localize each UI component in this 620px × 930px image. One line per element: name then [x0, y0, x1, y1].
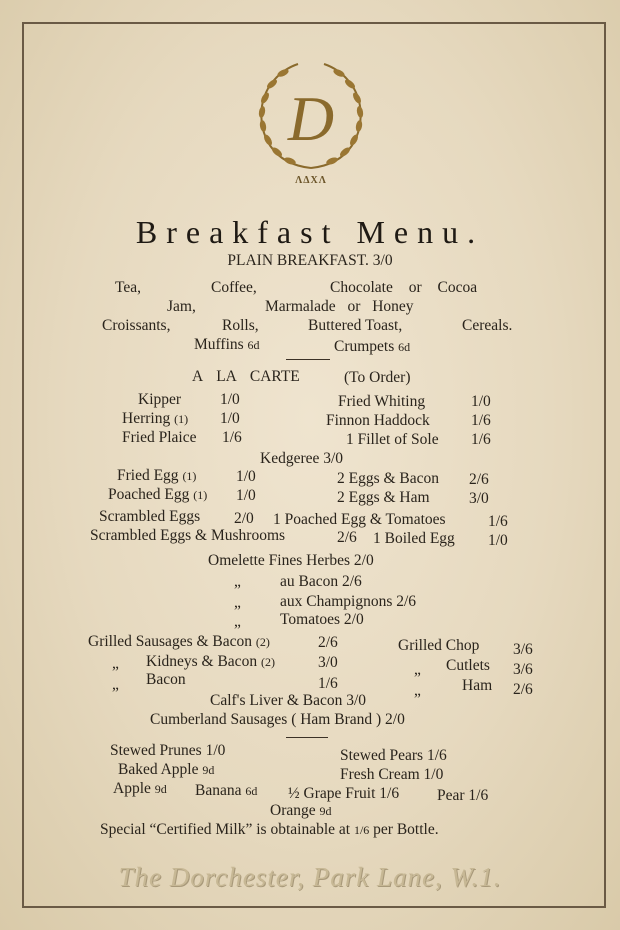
item-chocolate-cocoa: Chocolate or Cocoa [330, 279, 478, 296]
price-herring: 1/0 [220, 410, 240, 427]
price-fried-plaice: 1/6 [222, 429, 242, 446]
item-fried-egg: Fried Egg (1) [117, 467, 197, 484]
footer-address: The Dorchester, Park Lane, W.1. [118, 862, 502, 892]
item-fresh-cream: Fresh Cream 1/0 [340, 766, 444, 783]
item-scrambled-eggs: Scrambled Eggs [99, 508, 201, 525]
item-muffins: Muffins 6d [194, 336, 260, 353]
item-omelette-tomatoes: Tomatoes 2/0 [280, 611, 364, 628]
item-fillet-of-sole: 1 Fillet of Sole [346, 431, 439, 448]
ditto-mark: „ [234, 573, 241, 590]
item-pear: Pear 1/6 [437, 787, 489, 804]
item-scrambled-eggs-mushrooms: Scrambled Eggs & Mushrooms [90, 527, 286, 544]
price-eggs-bacon: 2/6 [469, 471, 489, 488]
menu-title: Breakfast Menu. [135, 214, 485, 250]
price-scrambled-eggs: 2/0 [234, 510, 254, 527]
item-cereals: Cereals. [462, 317, 513, 334]
item-finnon-haddock: Finnon Haddock [326, 412, 430, 429]
ditto-mark: „ [414, 661, 421, 678]
price-kipper: 1/0 [220, 391, 240, 408]
item-grilled-sausages-bacon: Grilled Sausages & Bacon (2) [88, 633, 270, 650]
item-baked-apple: Baked Apple 9d [118, 761, 215, 778]
emblem-letter: D [287, 83, 335, 154]
item-bacon: Bacon [146, 671, 186, 688]
item-marmalade-honey: Marmalade or Honey [265, 298, 414, 315]
ditto-mark: „ [112, 676, 119, 693]
price-grilled-sausages-bacon: 2/6 [318, 634, 338, 651]
item-boiled-egg: 1 Boiled Egg [373, 530, 455, 547]
price-finnon-haddock: 1/6 [471, 412, 491, 429]
ditto-mark: „ [234, 594, 241, 611]
price-bacon: 1/6 [318, 675, 338, 692]
item-omelette-au-bacon: au Bacon 2/6 [280, 573, 362, 590]
item-omelette-champignons: aux Champignons 2/6 [280, 593, 417, 610]
item-cutlets: Cutlets [446, 657, 490, 674]
price-fillet-of-sole: 1/6 [471, 431, 491, 448]
item-eggs-bacon: 2 Eggs & Bacon [337, 470, 440, 487]
item-banana: Banana 6d [195, 782, 258, 799]
certified-milk-note: Special “Certified Milk” is obtainable at 1/6 per Bottle. [100, 821, 439, 838]
price-boiled-egg: 1/0 [488, 532, 508, 549]
a-la-carte-heading: A LA CARTE [192, 368, 300, 385]
item-grilled-chop: Grilled Chop [398, 637, 480, 654]
item-cumberland-sausages: Cumberland Sausages ( Ham Brand ) 2/0 [150, 711, 405, 728]
item-apple: Apple 9d [113, 780, 167, 797]
divider [286, 737, 328, 738]
ditto-mark: „ [414, 682, 421, 699]
item-croissants: Croissants, [102, 317, 171, 334]
divider [286, 359, 330, 360]
dorchester-emblem [252, 56, 370, 186]
price-fried-egg: 1/0 [236, 468, 256, 485]
item-eggs-ham: 2 Eggs & Ham [337, 489, 430, 506]
item-tea: Tea, [115, 279, 142, 296]
price-kidneys-bacon: 3/0 [318, 654, 338, 671]
plain-breakfast-heading: PLAIN BREAKFAST. 3/0 [227, 252, 393, 269]
price-poached-egg: 1/0 [236, 487, 256, 504]
price-grilled-chop: 3/6 [513, 641, 533, 658]
item-herring: Herring (1) [122, 410, 189, 427]
ditto-mark: „ [234, 613, 241, 630]
item-omelette-fines-herbes: Omelette Fines Herbes 2/0 [208, 552, 374, 569]
price-ham: 2/6 [513, 681, 533, 698]
price-cutlets: 3/6 [513, 661, 533, 678]
item-fried-plaice: Fried Plaice [122, 429, 197, 446]
item-rolls: Rolls, [222, 317, 259, 334]
item-ham: Ham [462, 677, 493, 694]
emblem-crest-text: ΛΔΧΛ [295, 175, 327, 186]
price-scrambled-eggs-mushrooms: 2/6 [337, 529, 357, 546]
item-stewed-prunes: Stewed Prunes 1/0 [110, 742, 226, 759]
item-jam: Jam, [167, 298, 196, 315]
ditto-mark: „ [112, 655, 119, 672]
item-grape-fruit: ½ Grape Fruit 1/6 [288, 785, 400, 802]
item-calfs-liver-bacon: Calf's Liver & Bacon 3/0 [210, 692, 367, 709]
item-crumpets: Crumpets 6d [334, 338, 411, 355]
item-poached-egg: Poached Egg (1) [108, 486, 208, 503]
price-eggs-ham: 3/0 [469, 490, 489, 507]
item-orange: Orange 9d [270, 802, 332, 819]
item-poached-egg-tomatoes: 1 Poached Egg & Tomatoes [273, 511, 446, 528]
price-poached-egg-tomatoes: 1/6 [488, 513, 508, 530]
item-buttered-toast: Buttered Toast, [308, 317, 403, 334]
price-fried-whiting: 1/0 [471, 393, 491, 410]
a-la-carte-note: (To Order) [344, 369, 411, 386]
item-kipper: Kipper [138, 391, 182, 408]
item-fried-whiting: Fried Whiting [338, 393, 426, 410]
item-kedgeree: Kedgeree 3/0 [260, 450, 344, 467]
item-kidneys-bacon: Kidneys & Bacon (2) [146, 653, 275, 670]
item-stewed-pears: Stewed Pears 1/6 [340, 747, 447, 764]
item-coffee: Coffee, [211, 279, 257, 296]
